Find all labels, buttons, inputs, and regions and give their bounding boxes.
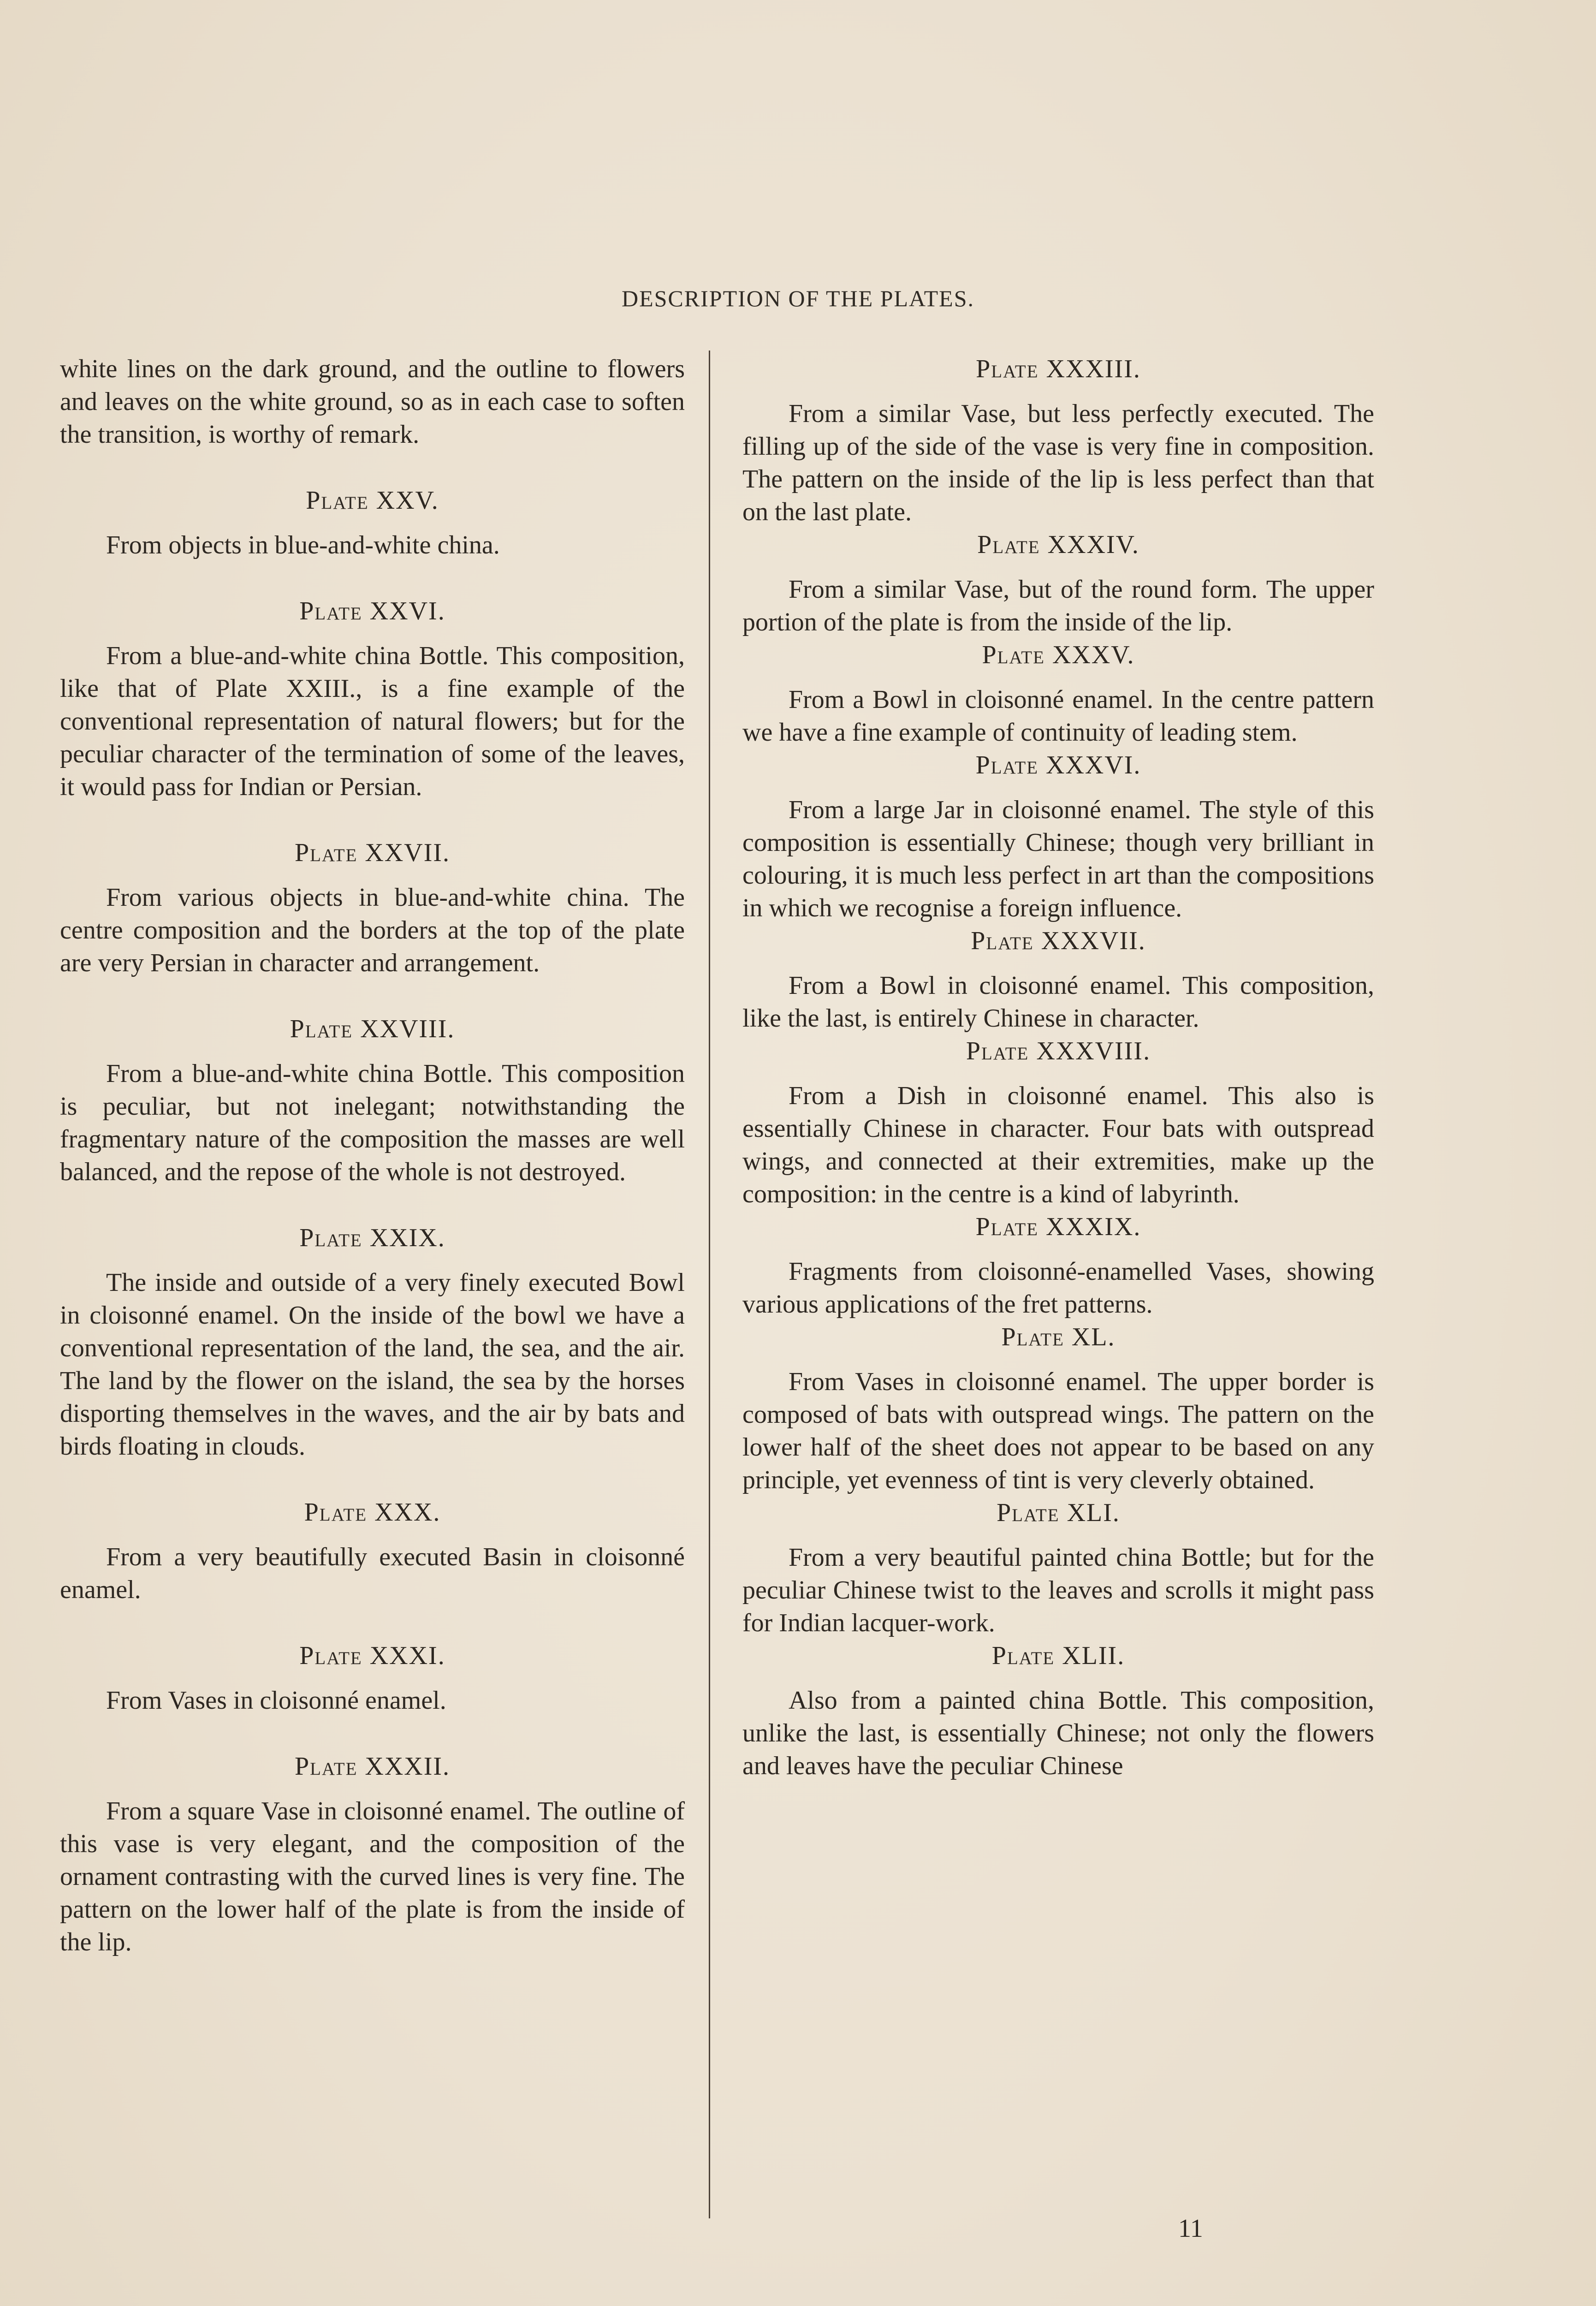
plate-description: From a similar Vase, but of the round form. The upper portion of the plate is from the inside of the lip. <box>742 575 1374 636</box>
plate-description: Also from a painted china Bottle. This composition, unlike the last, is essentially Chinese; not only the flowers and leaves have the peculiar Chinese <box>742 1686 1374 1780</box>
column-divider <box>709 351 710 2218</box>
plate-heading: Plate XXXVI. <box>975 751 1141 779</box>
plate-heading: Plate XXXVII. <box>971 927 1146 955</box>
plate-entry <box>742 1035 1374 1211</box>
plate-description: From a Bowl in cloisonné enamel. This composition, like the last, is entirely Chinese in character. <box>742 971 1374 1033</box>
plate-description: From Vases in cloisonné enamel. <box>106 1686 446 1715</box>
plate-heading: Plate XXVIII. <box>290 1015 455 1043</box>
plate-entry <box>742 1640 1374 1783</box>
plate-entry <box>60 1189 685 1463</box>
left-column <box>60 353 685 1959</box>
plate-heading: Plate XXXVIII. <box>966 1037 1151 1065</box>
plate-description: From a square Vase in cloisonné enamel. The outline of this vase is very elegant, and the composition of the ornament contrasting with the curved lines is very fine. The pattern on the lower half of the plate is from the inside of the lip. <box>60 1797 685 1956</box>
plate-entry <box>742 529 1374 639</box>
plate-description: From Vases in cloisonné enamel. The upper border is composed of bats with outspread wings. The pattern on the lower half of the sheet does not appear to be based on any principle, yet evenness of tint is very cleverly obtained. <box>742 1367 1374 1494</box>
plate-description: From various objects in blue-and-white china. The centre composition and the borders at the top of the plate are very Persian in character and arrangement. <box>60 883 685 977</box>
plate-description: From objects in blue-and-white china. <box>106 531 500 559</box>
plate-description: From a blue-and-white china Bottle. This composition, like that of Plate XXIII., is a fine example of the conventional representation of natural flowers; but for the peculiar character of the termination of some of the leaves, it would pass for Indian or Persian. <box>60 642 685 801</box>
plate-entry <box>742 925 1374 1035</box>
plate-description: From a blue-and-white china Bottle. This composition is peculiar, but not inelegant; notwithstanding the fragmentary nature of the composition the masses are well balanced, and the repose of the whole is not destroyed. <box>60 1059 685 1186</box>
right-column <box>742 353 1374 1783</box>
plate-heading: Plate XXXIII. <box>976 355 1141 383</box>
plate-heading: Plate XLI. <box>997 1498 1120 1527</box>
plate-description: From a similar Vase, but less perfectly executed. The filling up of the side of the vase is very fine in composition. The pattern on the inside of the lip is less perfect than that on the last plate. <box>742 399 1374 526</box>
plate-entry <box>742 353 1374 529</box>
page-number: 11 <box>1178 2214 1203 2243</box>
plate-heading: Plate XXIX. <box>299 1224 445 1252</box>
plate-heading: Plate XXVI. <box>299 597 445 625</box>
plate-entry <box>742 1497 1374 1640</box>
plate-heading: Plate XXXIX. <box>975 1212 1141 1241</box>
plate-heading: Plate XXVII. <box>294 838 451 867</box>
plate-description: From a Bowl in cloisonné enamel. In the centre pattern we have a fine example of continuity of leading stem. <box>742 685 1374 747</box>
plate-entry <box>60 1717 685 1959</box>
plate-entry <box>742 1211 1374 1321</box>
plate-heading: Plate XXXV. <box>982 641 1135 669</box>
plate-entry <box>60 451 685 562</box>
plate-heading: Plate XXV. <box>306 486 439 515</box>
plate-heading: Plate XLII. <box>991 1641 1125 1670</box>
plate-description: From a very beautifully executed Basin in cloisonné enamel. <box>60 1543 685 1604</box>
plate-entry <box>60 1463 685 1606</box>
plate-description: From a large Jar in cloisonné enamel. The style of this composition is essentially Chinese; though very brilliant in colouring, it is much less perfect in art than the compositions in which we recognise a foreign influence. <box>742 796 1374 922</box>
plate-heading: Plate XXX. <box>304 1498 441 1527</box>
intro-paragraph: white lines on the dark ground, and the outline to flowers and leaves on the white ground, so as in each case to soften the transition, is worthy of remark. <box>60 355 685 449</box>
plate-heading: Plate XL. <box>1001 1323 1115 1351</box>
plate-entry <box>742 1321 1374 1497</box>
plate-entry <box>742 749 1374 925</box>
plate-entry <box>60 803 685 980</box>
plate-description: Fragments from cloisonné-enamelled Vases, showing various applications of the fret patterns. <box>742 1257 1374 1319</box>
plate-heading: Plate XXXII. <box>294 1752 451 1781</box>
plate-description: The inside and outside of a very finely executed Bowl in cloisonné enamel. On the inside of the bowl we have a conventional representation of the land, the sea, and the air. The land by the flower on the island, the sea by the horses disporting themselves in the waves, and the air by bats and birds floating in clouds. <box>60 1268 685 1461</box>
running-title: DESCRIPTION OF THE PLATES. <box>621 285 975 311</box>
plate-entry <box>742 639 1374 749</box>
plate-entry <box>60 980 685 1189</box>
plate-entry <box>60 1606 685 1717</box>
plate-description: From a Dish in cloisonné enamel. This also is essentially Chinese in character. Four bats with outspread wings, and connected at their extremities, make up the composition: in the centre is a kind of labyrinth. <box>742 1082 1374 1208</box>
plate-description: From a very beautiful painted china Bottle; but for the peculiar Chinese twist to the leaves and scrolls it might pass for Indian lacquer-work. <box>742 1543 1374 1637</box>
plate-heading: Plate XXXI. <box>299 1641 445 1670</box>
plate-heading: Plate XXXIV. <box>977 530 1139 559</box>
plate-entry <box>60 562 685 803</box>
